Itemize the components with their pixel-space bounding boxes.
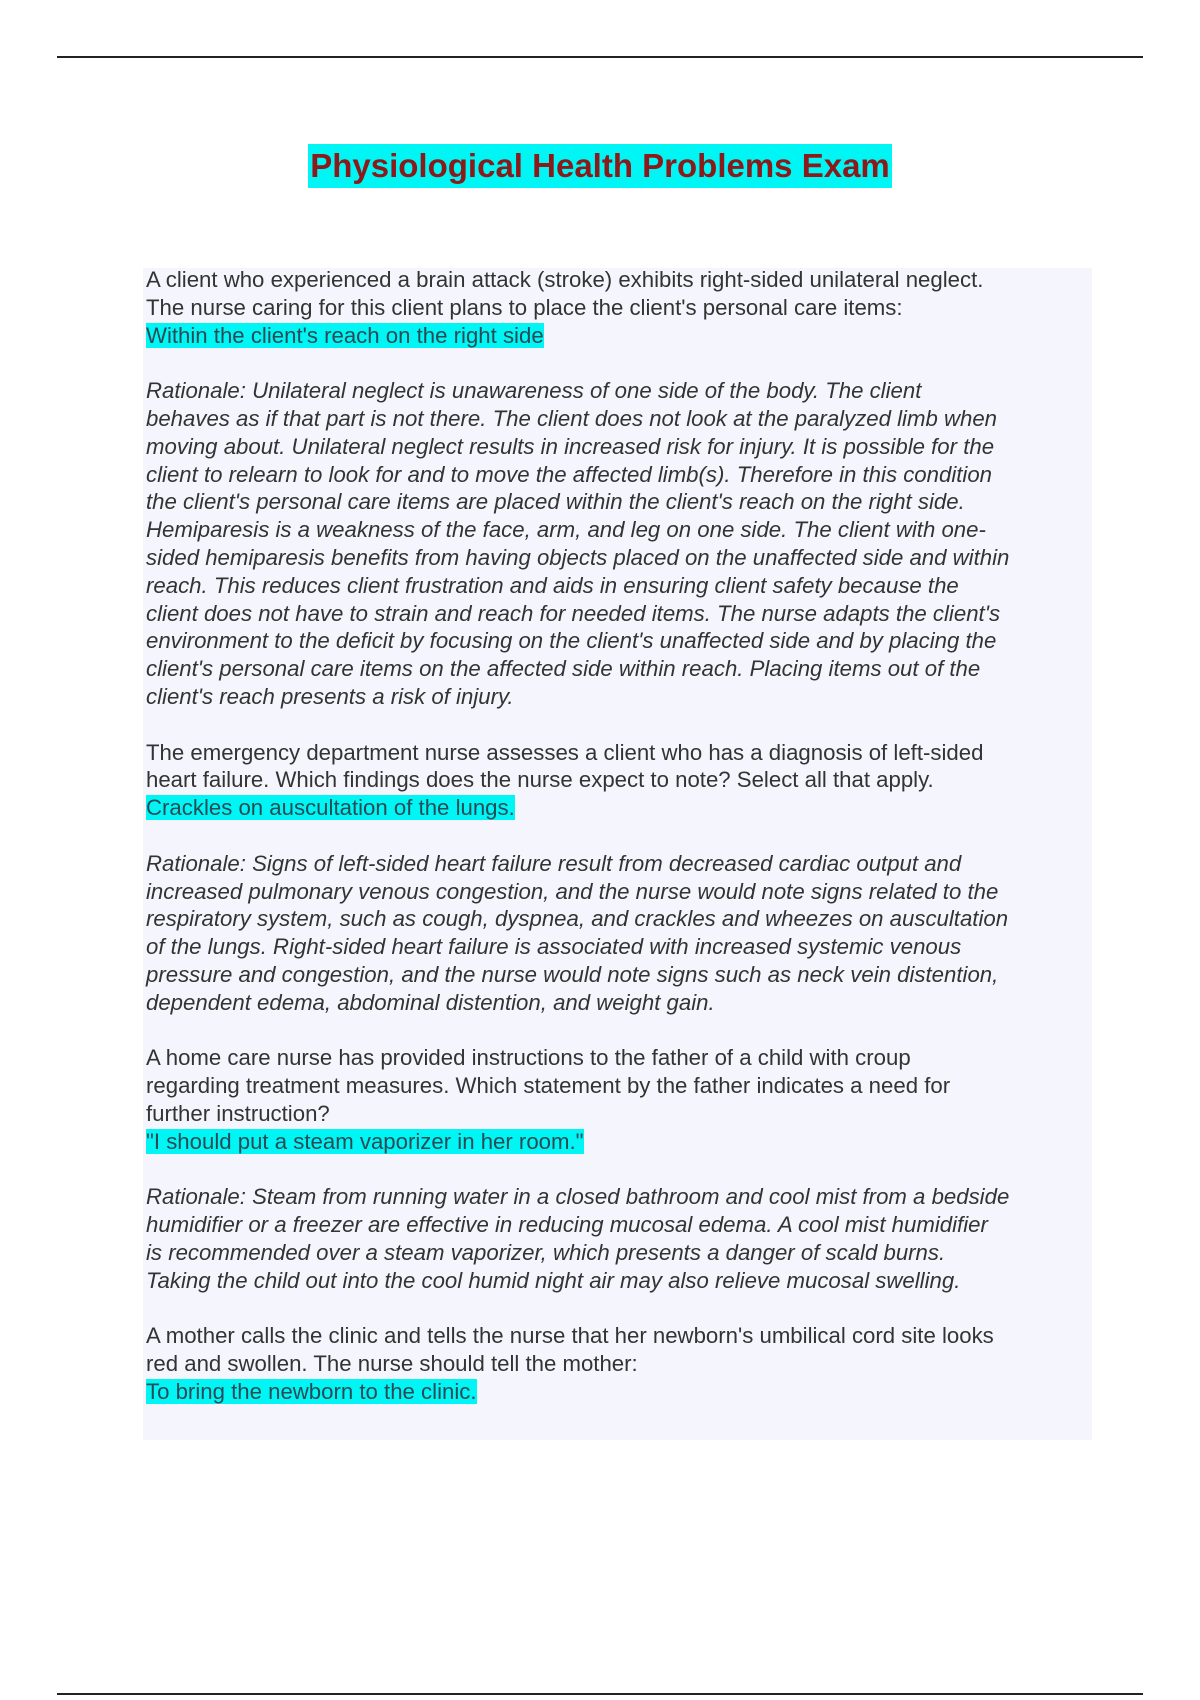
- question-text: The emergency department nurse assesses a client who has a diagnosis of left-sided heart failure. Which findings does the nurse expect to note? Select all that apply.: [146, 739, 984, 793]
- footer-rule: [57, 1693, 1143, 1695]
- question-item-2: [146, 739, 1092, 1017]
- question-item-1: [146, 266, 1092, 711]
- question-list: [146, 266, 1092, 1433]
- answer-highlight: Within the client's reach on the right side: [146, 322, 544, 348]
- rationale-text: Rationale: Unilateral neglect is unawareness of one side of the body. The client behaves as if that part is not there. The client does not look at the paralyzed limb when moving about. Unilateral neglect results in increased risk for injury. It is possible for the client to relearn to look for and to move the affected limb(s). Therefore in this condition the client's personal care items are placed within the client's reach on the right side. Hemiparesis is a weakness of the face, arm, and leg on one side. The client with one- sided hemiparesis benefits from having objects placed on the unaffected side and within reach. This reduces client frustration and aids in ensuring client safety because the client does not have to strain and reach for needed items. The nurse adapts the client's environment to the deficit by focusing on the client's unaffected side and by placing the client's personal care items on the affected side within reach. Placing items out of the client's reach presents a risk of injury.: [146, 378, 1010, 709]
- answer-highlight: Crackles on auscultation of the lungs.: [146, 795, 515, 821]
- title-container: [0, 144, 1200, 188]
- rationale-text: Rationale: Steam from running water in a closed bathroom and cool mist from a bedside humidifier or a freezer are effective in reducing mucosal edema. A cool mist humidifier is recommended over a steam vaporizer, which presents a danger of scald burns. Taking the child out into the cool humid night air may also relieve mucosal swelling.: [146, 1184, 1010, 1293]
- question-text: A client who experienced a brain attack (stroke) exhibits right-sided unilateral neglect. The nurse caring for this client plans to place the client's personal care items:: [146, 267, 984, 320]
- question-text: A home care nurse has provided instructions to the father of a child with croup regarding treatment measures. Which statement by the father indicates a need for further instruction?: [146, 1045, 951, 1126]
- answer-highlight: To bring the newborn to the clinic.: [146, 1378, 477, 1404]
- page-title: Physiological Health Problems Exam: [308, 144, 892, 188]
- question-item-3: [146, 1044, 1092, 1294]
- question-item-4: [146, 1322, 1092, 1405]
- header-rule: [57, 56, 1143, 58]
- rationale-text: Rationale: Signs of left-sided heart failure result from decreased cardiac output and increased pulmonary venous congestion, and the nurse would note signs related to the respiratory system, such as cough, dyspnea, and crackles and wheezes on auscultation of the lungs. Right-sided heart failure is associated with increased systemic venous pressure and congestion, and the nurse would note signs such as neck vein distention, dependent edema, abdominal distention, and weight gain.: [146, 850, 1009, 1015]
- question-text: A mother calls the clinic and tells the nurse that her newborn's umbilical cord site looks red and swollen. The nurse should tell the mother:: [146, 1323, 994, 1377]
- answer-highlight: "I should put a steam vaporizer in her room.": [146, 1128, 584, 1154]
